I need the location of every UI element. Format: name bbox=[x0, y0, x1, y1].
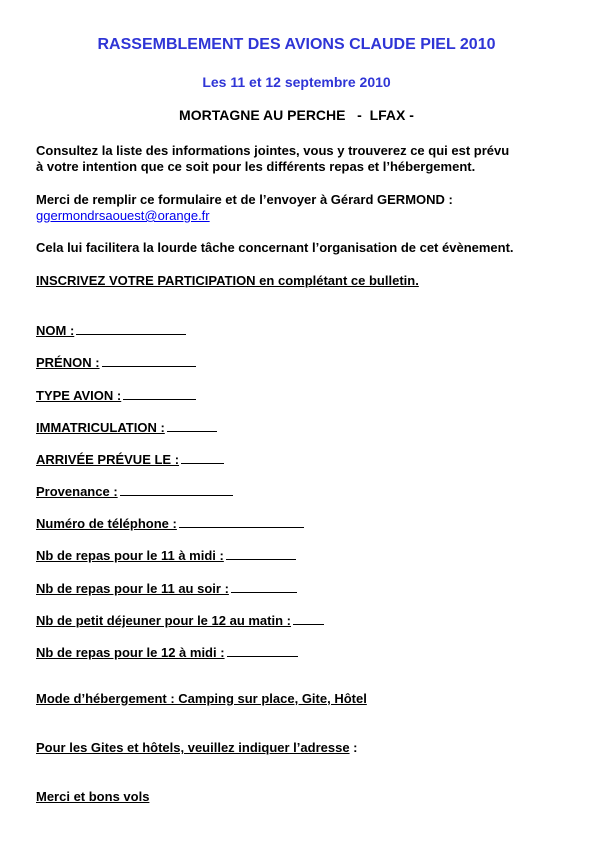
field-repas-11-midi bbox=[36, 546, 296, 563]
field-adresse-suffix: : bbox=[349, 740, 358, 755]
field-repas-12-midi-blank[interactable] bbox=[227, 643, 298, 657]
field-repas-11-midi-label: Nb de repas pour le 11 à midi : bbox=[36, 548, 224, 563]
field-type-avion-blank[interactable] bbox=[123, 386, 196, 400]
registration-instruction: INSCRIVEZ VOTRE PARTICIPATION en complétant ce bulletin. bbox=[36, 273, 419, 288]
field-repas-12-midi-label: Nb de repas pour le 12 à midi : bbox=[36, 645, 225, 660]
field-provenance bbox=[36, 482, 233, 499]
field-arrivee-blank[interactable] bbox=[181, 450, 224, 464]
field-hebergement: Mode d’hébergement : Camping sur place, Gite, Hôtel bbox=[36, 691, 367, 706]
field-type-avion-label: TYPE AVION : bbox=[36, 388, 122, 403]
field-nom bbox=[36, 321, 186, 338]
field-prenom-blank[interactable] bbox=[102, 353, 196, 367]
field-petit-dej-12-blank[interactable] bbox=[293, 611, 324, 625]
field-repas-11-soir-label: Nb de repas pour le 11 au soir : bbox=[36, 581, 229, 596]
field-repas-11-midi-blank[interactable] bbox=[226, 546, 296, 560]
field-arrivee-label: ARRIVÉE PRÉVUE LE : bbox=[36, 452, 180, 467]
email-link[interactable]: ggermondrsaouest@orange.fr bbox=[36, 208, 210, 223]
event-location: MORTAGNE AU PERCHE - LFAX - bbox=[179, 107, 414, 123]
event-dates: Les 11 et 12 septembre 2010 bbox=[202, 74, 391, 90]
field-nom-label: NOM : bbox=[36, 323, 75, 338]
field-petit-dej-12 bbox=[36, 611, 324, 628]
field-prenom bbox=[36, 353, 196, 370]
field-type-avion bbox=[36, 386, 196, 403]
field-repas-11-soir-blank[interactable] bbox=[231, 579, 297, 593]
field-telephone-blank[interactable] bbox=[179, 514, 304, 528]
field-prenom-label: PRÉNON : bbox=[36, 355, 100, 370]
field-provenance-label: Provenance : bbox=[36, 484, 118, 499]
field-repas-12-midi bbox=[36, 643, 298, 660]
field-arrivee bbox=[36, 450, 224, 467]
field-adresse-label: Pour les Gites et hôtels, veuillez indiquer l’adresse bbox=[36, 740, 350, 755]
field-provenance-blank[interactable] bbox=[120, 482, 233, 496]
field-repas-11-soir bbox=[36, 579, 297, 596]
field-adresse bbox=[36, 740, 358, 755]
field-immatriculation bbox=[36, 418, 217, 435]
email-container bbox=[36, 208, 210, 224]
send-instructions: Merci de remplir ce formulaire et de l’envoyer à Gérard GERMOND : bbox=[36, 192, 453, 207]
field-telephone bbox=[36, 514, 304, 531]
intro-line-1: Consultez la liste des informations jointes, vous y trouverez ce qui est prévu bbox=[36, 143, 510, 158]
field-petit-dej-12-label: Nb de petit déjeuner pour le 12 au matin : bbox=[36, 613, 291, 628]
document-title: RASSEMBLEMENT DES AVIONS CLAUDE PIEL 2010 bbox=[97, 36, 496, 53]
intro-line-2: à votre intention que ce soit pour les différents repas et l’hébergement. bbox=[36, 159, 476, 174]
field-immatriculation-label: IMMATRICULATION : bbox=[36, 420, 165, 435]
facilite-text: Cela lui facilitera la lourde tâche concernant l’organisation de cet évènement. bbox=[36, 240, 514, 255]
field-telephone-label: Numéro de téléphone : bbox=[36, 516, 177, 531]
field-nom-blank[interactable] bbox=[76, 321, 186, 335]
field-immatriculation-blank[interactable] bbox=[167, 418, 217, 432]
closing-text: Merci et bons vols bbox=[36, 789, 150, 804]
